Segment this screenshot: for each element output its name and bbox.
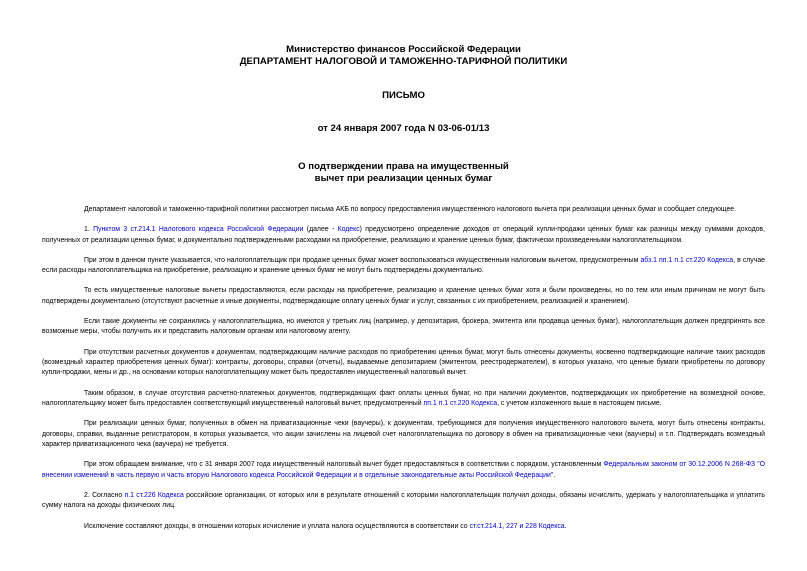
document-subject-line-1: О подтверждении права на имущественный — [298, 161, 509, 172]
paragraph-9: 2. Согласно п.1 ст.226 Кодекса российские организации, от которых или в результате отношений с которыми налогоплательщик получил доходы, обязаны исчислить, удержать у налогоплательщика и уплатить сумму налога на доходы физических лиц. — [42, 491, 765, 510]
paragraph-8: При этом обращаем внимание, что с 31 января 2007 года имущественный налоговый вычет будет предоставляться в соответствии с порядком, установленным Федеральным законом от 30.12.2006 N 268-ФЗ "О внесении изменений в часть первую и часть вторую Налогового кодекса Российской Федерации и в отдельные законодательные акты Российской Федерации". — [42, 461, 765, 479]
ministry-title: Министерство финансов Российской Федерации — [286, 44, 521, 55]
paragraph-3: То есть имущественные налоговые вычеты предоставляются, если расходы на приобретение, реализацию и хранение ценных бумаг хотя и были произведены, но по тем или иным причинам не могут быть подтверждены документально (отсутствуют расчетные и иные документы, подтверждающие оплату ценных бумаг и услуг, связанных с их приобретением, реализацией и хранением). — [42, 287, 765, 305]
paragraph-5: При отсутствии расчетных документов к документам, подтверждающим наличие расходов по приобретению ценных бумаг, могут быть отнесены документы, косвенно подтверждающие наличие таких расходов (возмездный характер приобретения ценных бумаг): контракты, договоры, справки (отчеты), выдаваемые депозитарием (эмитентом, реестродержателем), в которых указано, что ценные бумаги приобретены по договору купли-продажи, мены и др., на основании которых налогоплательщику может быть предоставлен имущественный налоговый вычет. — [42, 348, 765, 377]
document-date-number: от 24 января 2007 года N 03-06-01/13 — [317, 123, 490, 134]
link-articles-214-227-228[interactable]: ст.ст.214.1, 227 и 228 Кодекса — [469, 522, 565, 530]
paragraph-10: Исключение составляют доходы, в отношении которых исчисление и уплата налога осуществляются в соответствии со ст.ст.214.1, 227 и 228 Кодекса. — [84, 522, 567, 530]
link-article-214-1[interactable]: Пунктом 3 ст.214.1 Налогового кодекса Российской Федерации — [93, 226, 304, 234]
link-federal-law-268[interactable]: Федеральным законом от 30.12.2006 N 268-ФЗ "О внесении изменений в часть первую и часть вторую Налогового кодекса Российской Федерации и в отдельные законодательные акты Российской Федерации" — [42, 461, 765, 479]
document-body — [42, 205, 765, 532]
link-code[interactable]: Кодекс — [337, 226, 360, 234]
paragraph-1: 1. Пунктом 3 ст.214.1 Налогового кодекса Российской Федерации (далее - Кодекс) предусмотрено определение доходов от операций купли-продажи ценных бумаг как разницы между суммами доходов, полученных от реализации ценных бумаг, и документально подтвержденными расходами на приобретение, реализацию и хранение ценных бумаг, фактически произведенными налогоплательщиком. — [42, 226, 765, 244]
link-article-220-abz1[interactable]: абз.1 пп.1 п.1 ст.220 Кодекса — [640, 256, 734, 264]
paragraph-7: При реализации ценных бумаг, полученных в обмен на приватизационные чеки (ваучеры), к документам, требующимся для получения имущественного налогового вычета, могут быть отнесены контракты, договоры, справки, выданные регистратором, в которых указывается, что акции зачислены на лицевой счет налогоплательщика по договору в обмен на приватизационные чеки (ваучеры) и т.п. Подтверждать возмездный характер приватизационного чека (ваучера) не требуется. — [42, 420, 765, 449]
paragraph-intro: Департамент налоговой и таможенно-тарифной политики рассмотрел письма АКБ по вопросу предоставления имущественного налогового вычета при реализации ценных бумаг и сообщает следующее. — [84, 206, 737, 213]
document-type: ПИСЬМО — [382, 90, 425, 101]
department-title: ДЕПАРТАМЕНТ НАЛОГОВОЙ И ТАМОЖЕННО-ТАРИФНОЙ ПОЛИТИКИ — [239, 56, 568, 67]
document-subject-line-2: вычет при реализации ценных бумаг — [314, 173, 493, 184]
link-article-220-pp1[interactable]: пп.1 п.1 ст.220 Кодекса — [423, 400, 498, 408]
paragraph-6: Таким образом, в случае отсутствия расчетно-платежных документов, подтверждающих факт оплаты ценных бумаг, но при наличии документов, подтверждающих их приобретение на возмездной основе, налогоплательщику может быть предоставлен соответствующий имущественный налоговый вычет, предусмотренный пп.1 п.1 ст.220 Кодекса, с учетом изложенного выше в настоящем письме. — [42, 389, 765, 408]
paragraph-2: При этом в данном пункте указывается, что налогоплательщик при продаже ценных бумаг может воспользоваться имущественным налоговым вычетом, предусмотренным абз.1 пп.1 п.1 ст.220 Кодекса, в случае если расходы налогоплательщика на приобретение, реализацию и хранение ценных бумаг не могут быть подтверждены документально. — [42, 256, 766, 275]
link-article-226[interactable]: п.1 ст.226 Кодекса — [124, 491, 184, 499]
paragraph-4: Если такие документы не сохранились у налогоплательщика, но имеются у третьих лиц (например, у депозитария, брокера, эмитента или продавца ценных бумаг), налогоплательщик должен предпринять все возможные меры, чтобы получить их и представить налоговым органам или налоговому агенту. — [42, 318, 765, 336]
